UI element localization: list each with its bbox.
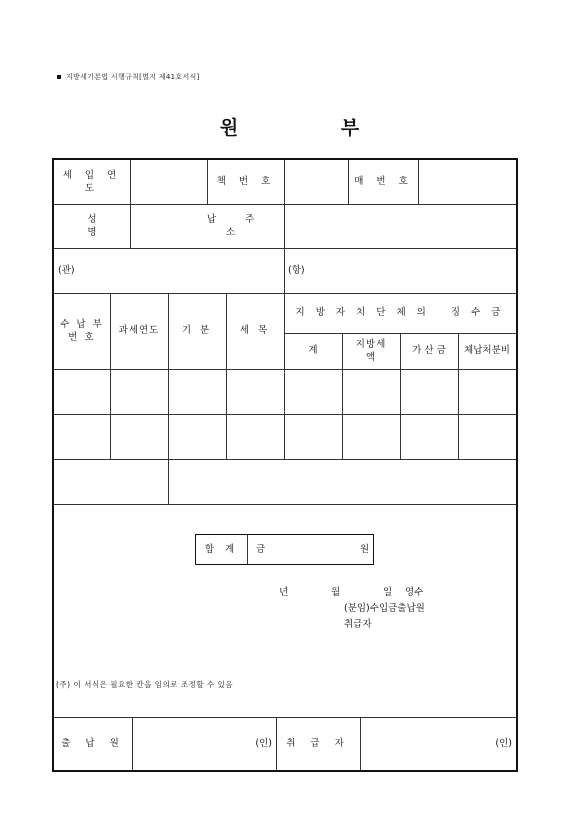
gwan-label: (관) bbox=[58, 264, 75, 276]
book-number-label: 책 번 호 bbox=[216, 176, 276, 188]
address-label: 납 주 소 bbox=[206, 213, 268, 238]
name-label: 성 명 bbox=[87, 213, 97, 238]
tax-year-field[interactable] bbox=[131, 160, 207, 204]
tax-year-label: 세 입 연 도 bbox=[62, 169, 122, 194]
table-row[interactable] bbox=[54, 414, 516, 459]
day-label: 일 bbox=[383, 587, 393, 598]
row-divider bbox=[54, 504, 516, 505]
address-field[interactable] bbox=[285, 204, 516, 248]
amount-label: 금 bbox=[256, 543, 266, 555]
handler-seal: (인) bbox=[495, 737, 512, 749]
collection-group-header: 지 방 자 치 단 체 의 징 수 금 bbox=[295, 307, 505, 319]
form-reference bbox=[57, 72, 200, 82]
subtotal-header: 계 bbox=[308, 345, 318, 357]
office-label: (분임)수입금출납원 bbox=[344, 603, 425, 614]
tax-item-header: 세 목 bbox=[239, 325, 271, 337]
bullet-icon bbox=[57, 75, 61, 79]
cashier-label: 출 납 원 bbox=[61, 737, 125, 749]
form-note: (주) 이 서식은 필요한 칸을 임의로 조정할 수 있음 bbox=[56, 680, 234, 689]
disposition-fee-header: 체납처분비 bbox=[464, 345, 510, 357]
cashier-seal: (인) bbox=[255, 737, 272, 749]
surcharge-header: 가 산 금 bbox=[412, 345, 446, 357]
receipt-handler-label: 취급자 bbox=[344, 619, 372, 630]
year-label: 년 bbox=[279, 587, 289, 598]
hang-label: (항) bbox=[288, 264, 305, 276]
form-reference-text: 지방세기본법 시행규칙[별지 제41호서식] bbox=[66, 73, 200, 81]
local-tax-header: 지방세 액 bbox=[355, 338, 387, 363]
summary-row[interactable] bbox=[54, 459, 516, 504]
payer-number-header: 수 납 부 번 호 bbox=[60, 318, 104, 343]
period-header: 기 분 bbox=[181, 325, 213, 337]
month-label: 월 bbox=[331, 587, 341, 598]
handler-label: 취 급 자 bbox=[286, 737, 350, 749]
book-number-field[interactable] bbox=[285, 160, 348, 204]
box-divider bbox=[247, 535, 248, 564]
received-label: 영수 bbox=[405, 587, 424, 598]
won-unit: 원 bbox=[359, 543, 369, 555]
tax-year-header: 과세연도 bbox=[118, 325, 160, 337]
page-number-label: 매 번 호 bbox=[354, 176, 413, 188]
total-label: 합 계 bbox=[204, 543, 239, 555]
total-box bbox=[195, 534, 374, 565]
page-number-field[interactable] bbox=[419, 160, 516, 204]
table-row[interactable] bbox=[54, 369, 516, 414]
page-title: 원 부 bbox=[219, 117, 408, 139]
